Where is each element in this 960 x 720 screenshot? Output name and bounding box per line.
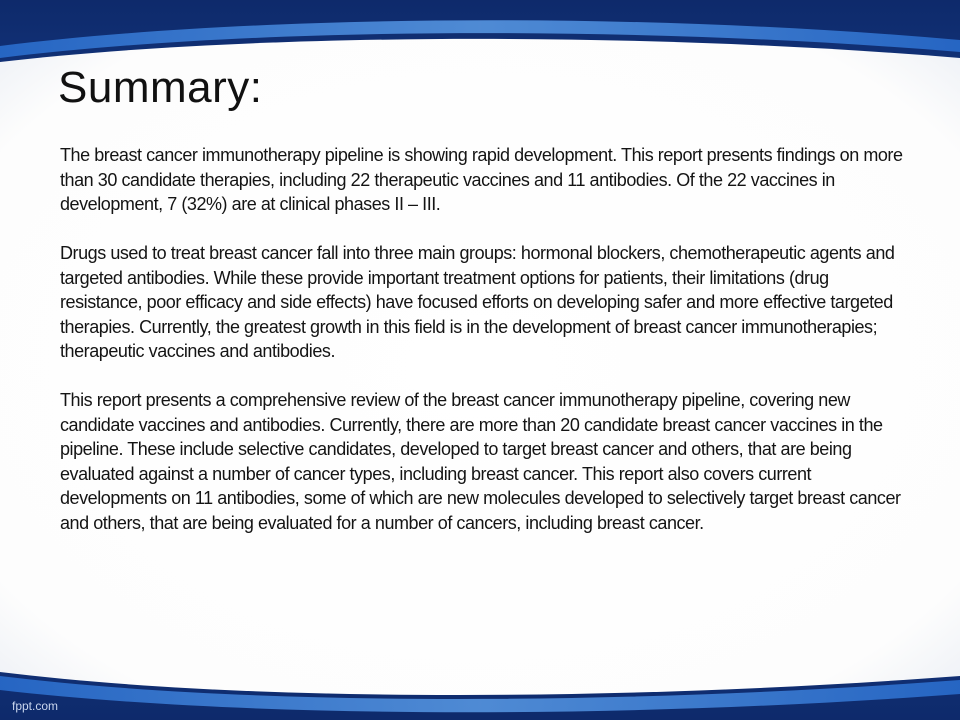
paragraph-report-review: This report presents a comprehensive review of the breast cancer immunotherapy pipeline, covering new candidate vaccines and antibodies. Currently, there are more than 20 candidate breast cancer vaccines in the pipeline. These include selective candidates, developed to target breast cancer and others, that are being evaluated against a number of cancer types, including breast cancer. This report also covers current developments on 11 antibodies, some of which are new molecules developed to selectively target breast cancer and others, that are being evaluated for a number of cancers, including breast cancer. bbox=[60, 390, 901, 533]
slide-title: Summary: bbox=[58, 63, 263, 112]
paragraph-pipeline-overview: The breast cancer immunotherapy pipeline is showing rapid development. This report presents findings on more than 30 candidate therapies, including 22 therapeutic vaccines and 11 antibodies. Of the 22 vaccines in development, 7 (32%) are at clinical phases II – III. bbox=[60, 145, 903, 214]
paragraph-treatment-groups: Drugs used to treat breast cancer fall into three main groups: hormonal blockers, chemotherapeutic agents and targeted antibodies. While these provide important treatment options for patients, their limitations (drug resistance, poor efficacy and side effects) have focused efforts on developing safer and more effective targeted therapies. Currently, the greatest growth in this field is in the development of breast cancer immunotherapies; therapeutic vaccines and antibodies. bbox=[60, 243, 895, 361]
slide-body bbox=[60, 143, 910, 560]
footer-brand: fppt.com bbox=[12, 699, 59, 713]
